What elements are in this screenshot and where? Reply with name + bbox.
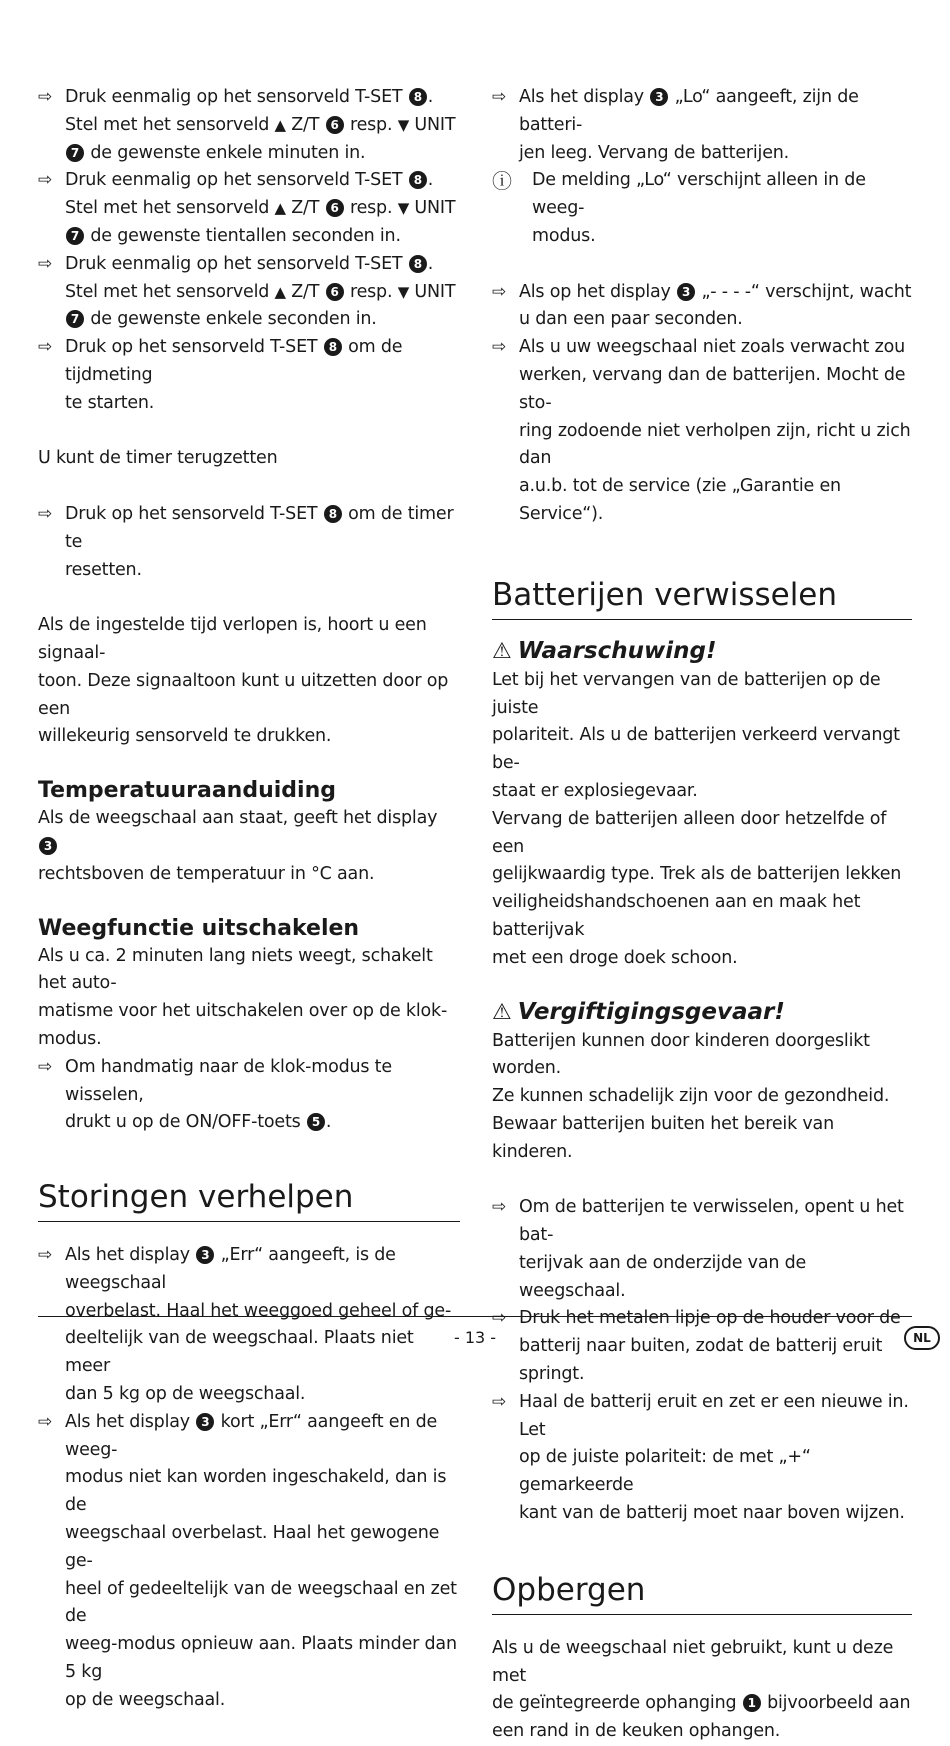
step-dashes: ⇨ Als op het display 3 „- - - -“ verschijnt, wacht u dan een paar seconden. xyxy=(492,279,912,335)
storage-paragraph: Als u de weegschaal niet gebruikt, kunt u deze met de geïntegreerde ophanging 1 bijvoorbeeld aan een rand in de keuken ophangen. xyxy=(492,1637,911,1742)
right-column xyxy=(492,84,912,1746)
step-err-overload: ⇨ Als het display 3 „Err“ aangeeft, is de weegschaal overbelast. Haal het weeggoed geheel of ge- deeltelijk van de weegschaal. Plaats niet meer dan 5 kg op de weegschaal. xyxy=(38,1242,460,1409)
down-triangle-icon: ▼ xyxy=(397,115,410,134)
step-clock-mode: ⇨ Om handmatig naar de klok-modus te wisselen, drukt u op de ON/OFF-toets 5 . xyxy=(38,1054,460,1137)
signal-paragraph: Als de ingestelde tijd verlopen is, hoort u een signaal- toon. Deze signaaltoon kunt u uitzetten door op een willekeurig sensorveld te drukken. xyxy=(38,615,449,747)
down-triangle-icon: ▼ xyxy=(397,199,410,218)
warning-icon: ⚠ xyxy=(492,638,512,664)
number-badge: 3 xyxy=(196,1413,214,1431)
number-badge: 6 xyxy=(326,199,344,217)
storage-heading: Opbergen xyxy=(492,1570,912,1615)
arrow-icon: ⇨ xyxy=(492,1308,507,1329)
number-badge: 6 xyxy=(326,116,344,134)
arrow-icon: ⇨ xyxy=(492,281,507,302)
warning-text: Let bij het vervangen van de batterijen op de juiste polariteit. Als u de batterijen verkeerd vervangt be- staat er explosiegevaar. Vervang de batterijen alleen door hetzelfde of een gelijkwaardig type. Trek als de batterijen lekken veiligheidshandschoenen aan en maak het batterijvak met een droge doek schoon. xyxy=(492,669,902,968)
number-badge: 8 xyxy=(324,338,342,356)
arrow-icon: ⇨ xyxy=(38,253,53,274)
poison-heading: ⚠ Vergiftigingsgevaar! xyxy=(492,998,785,1025)
arrow-icon: ⇨ xyxy=(38,1056,53,1077)
number-badge: 1 xyxy=(743,1694,761,1712)
number-badge: 8 xyxy=(409,88,427,106)
troubleshooting-heading: Storingen verhelpen xyxy=(38,1177,460,1222)
up-triangle-icon: ▲ xyxy=(274,282,286,301)
number-badge: 5 xyxy=(307,1113,325,1131)
number-badge: 3 xyxy=(39,837,57,855)
step-open-battery: ⇨ Om de batterijen te verwisselen, opent u het bat- terijvak aan de onderzijde van de weegschaal. xyxy=(492,1194,912,1305)
number-badge: 3 xyxy=(650,88,668,106)
left-column xyxy=(38,84,460,1715)
poison-text: Batterijen kunnen door kinderen doorgeslikt worden. Ze kunnen schadelijk zijn voor de gezondheid. Bewaar batterijen buiten het bereik van kinderen. xyxy=(492,1030,890,1162)
step-set-tens-seconds: ⇨ Druk eenmalig op het sensorveld T-SET 8 . Stel met het sensorveld ▲ Z/T 6 resp. ▼ UNIT 7 de gewenste tientallen seconden in. xyxy=(38,167,460,250)
step-set-seconds: ⇨ Druk eenmalig op het sensorveld T-SET 8 . Stel met het sensorveld ▲ Z/T 6 resp. ▼ UNIT 7 de gewenste enkele seconden in. xyxy=(38,251,460,334)
step-press-lip: ⇨ Druk het metalen lipje op de houder voor de batterij naar buiten, zodat de batterij eruit springt. xyxy=(492,1305,912,1388)
info-lo: ⓘ De melding „Lo“ verschijnt alleen in de weeg- modus. xyxy=(492,169,866,246)
up-triangle-icon: ▲ xyxy=(274,115,286,134)
step-set-minutes: ⇨ Druk eenmalig op het sensorveld T-SET 8 . Stel met het sensorveld ▲ Z/T 6 resp. ▼ UNIT 7 de gewenste enkele minuten in. xyxy=(38,84,460,167)
warning-heading: ⚠ Waarschuwing! xyxy=(492,637,717,664)
step-service: ⇨ Als u uw weegschaal niet zoals verwacht zou werken, vervang dan de batterijen. Mocht de sto- ring zodoende niet verholpen zijn, richt u zich dan a.u.b. tot de service (zie „Garantie en Service“). xyxy=(492,334,912,529)
arrow-icon: ⇨ xyxy=(38,170,53,191)
number-badge: 3 xyxy=(677,283,695,301)
number-badge: 8 xyxy=(409,171,427,189)
arrow-icon: ⇨ xyxy=(492,1391,507,1412)
temperature-heading: Temperatuuraanduiding xyxy=(38,778,336,804)
down-triangle-icon: ▼ xyxy=(397,282,410,301)
footer-divider xyxy=(38,1316,912,1317)
number-badge: 7 xyxy=(66,227,84,245)
temperature-paragraph: Als de weegschaal aan staat, geeft het display 3 rechtsboven de temperatuur in °C aan. xyxy=(38,808,438,884)
step-start-timer: ⇨ Druk op het sensorveld T-SET 8 om de tijdmeting te starten. xyxy=(38,334,460,417)
arrow-icon: ⇨ xyxy=(38,1245,53,1266)
weigh-off-heading: Weegfunctie uitschakelen xyxy=(38,915,360,941)
step-replace-battery: ⇨ Haal de batterij eruit en zet er een nieuwe in. Let op de juiste polariteit: de met „+“ gemarkeerde kant van de batterij moet naar boven wijzen. xyxy=(492,1389,912,1528)
step-lo: ⇨ Als het display 3 „Lo“ aangeeft, zijn de batteri- jen leeg. Vervang de batterijen. xyxy=(492,84,912,167)
number-badge: 3 xyxy=(196,1246,214,1264)
info-icon: ⓘ xyxy=(492,169,512,194)
reset-intro: U kunt de timer terugzetten xyxy=(38,448,278,469)
number-badge: 7 xyxy=(66,144,84,162)
up-triangle-icon: ▲ xyxy=(274,199,286,218)
warning-icon: ⚠ xyxy=(492,999,512,1025)
arrow-icon: ⇨ xyxy=(492,1197,507,1218)
battery-heading: Batterijen verwisselen xyxy=(492,575,912,620)
arrow-icon: ⇨ xyxy=(38,337,53,358)
number-badge: 8 xyxy=(324,505,342,523)
arrow-icon: ⇨ xyxy=(38,1411,53,1432)
page-number: - 13 - xyxy=(453,1328,497,1347)
arrow-icon: ⇨ xyxy=(38,503,53,524)
arrow-icon: ⇨ xyxy=(492,87,507,107)
arrow-icon: ⇨ xyxy=(492,337,507,358)
number-badge: 7 xyxy=(66,310,84,328)
arrow-icon: ⇨ xyxy=(38,87,53,107)
step-reset-timer: ⇨ Druk op het sensorveld T-SET 8 om de timer te resetten. xyxy=(38,501,460,584)
number-badge: 8 xyxy=(409,255,427,273)
number-badge: 6 xyxy=(326,283,344,301)
step-err-short: ⇨ Als het display 3 kort „Err“ aangeeft en de weeg- modus niet kan worden ingeschakeld, dan is de weegschaal overbelast. Haal het gewogene ge- heel of gedeeltelijk van de weegschaal en zet de weeg-modus opnieuw aan. Plaats minder dan 5 kg op de weegschaal. xyxy=(38,1409,460,1715)
weigh-off-paragraph: Als u ca. 2 minuten lang niets weegt, schakelt het auto- matisme voor het uitschakelen over op de klok-modus. xyxy=(38,945,448,1049)
language-badge: NL xyxy=(904,1326,940,1350)
